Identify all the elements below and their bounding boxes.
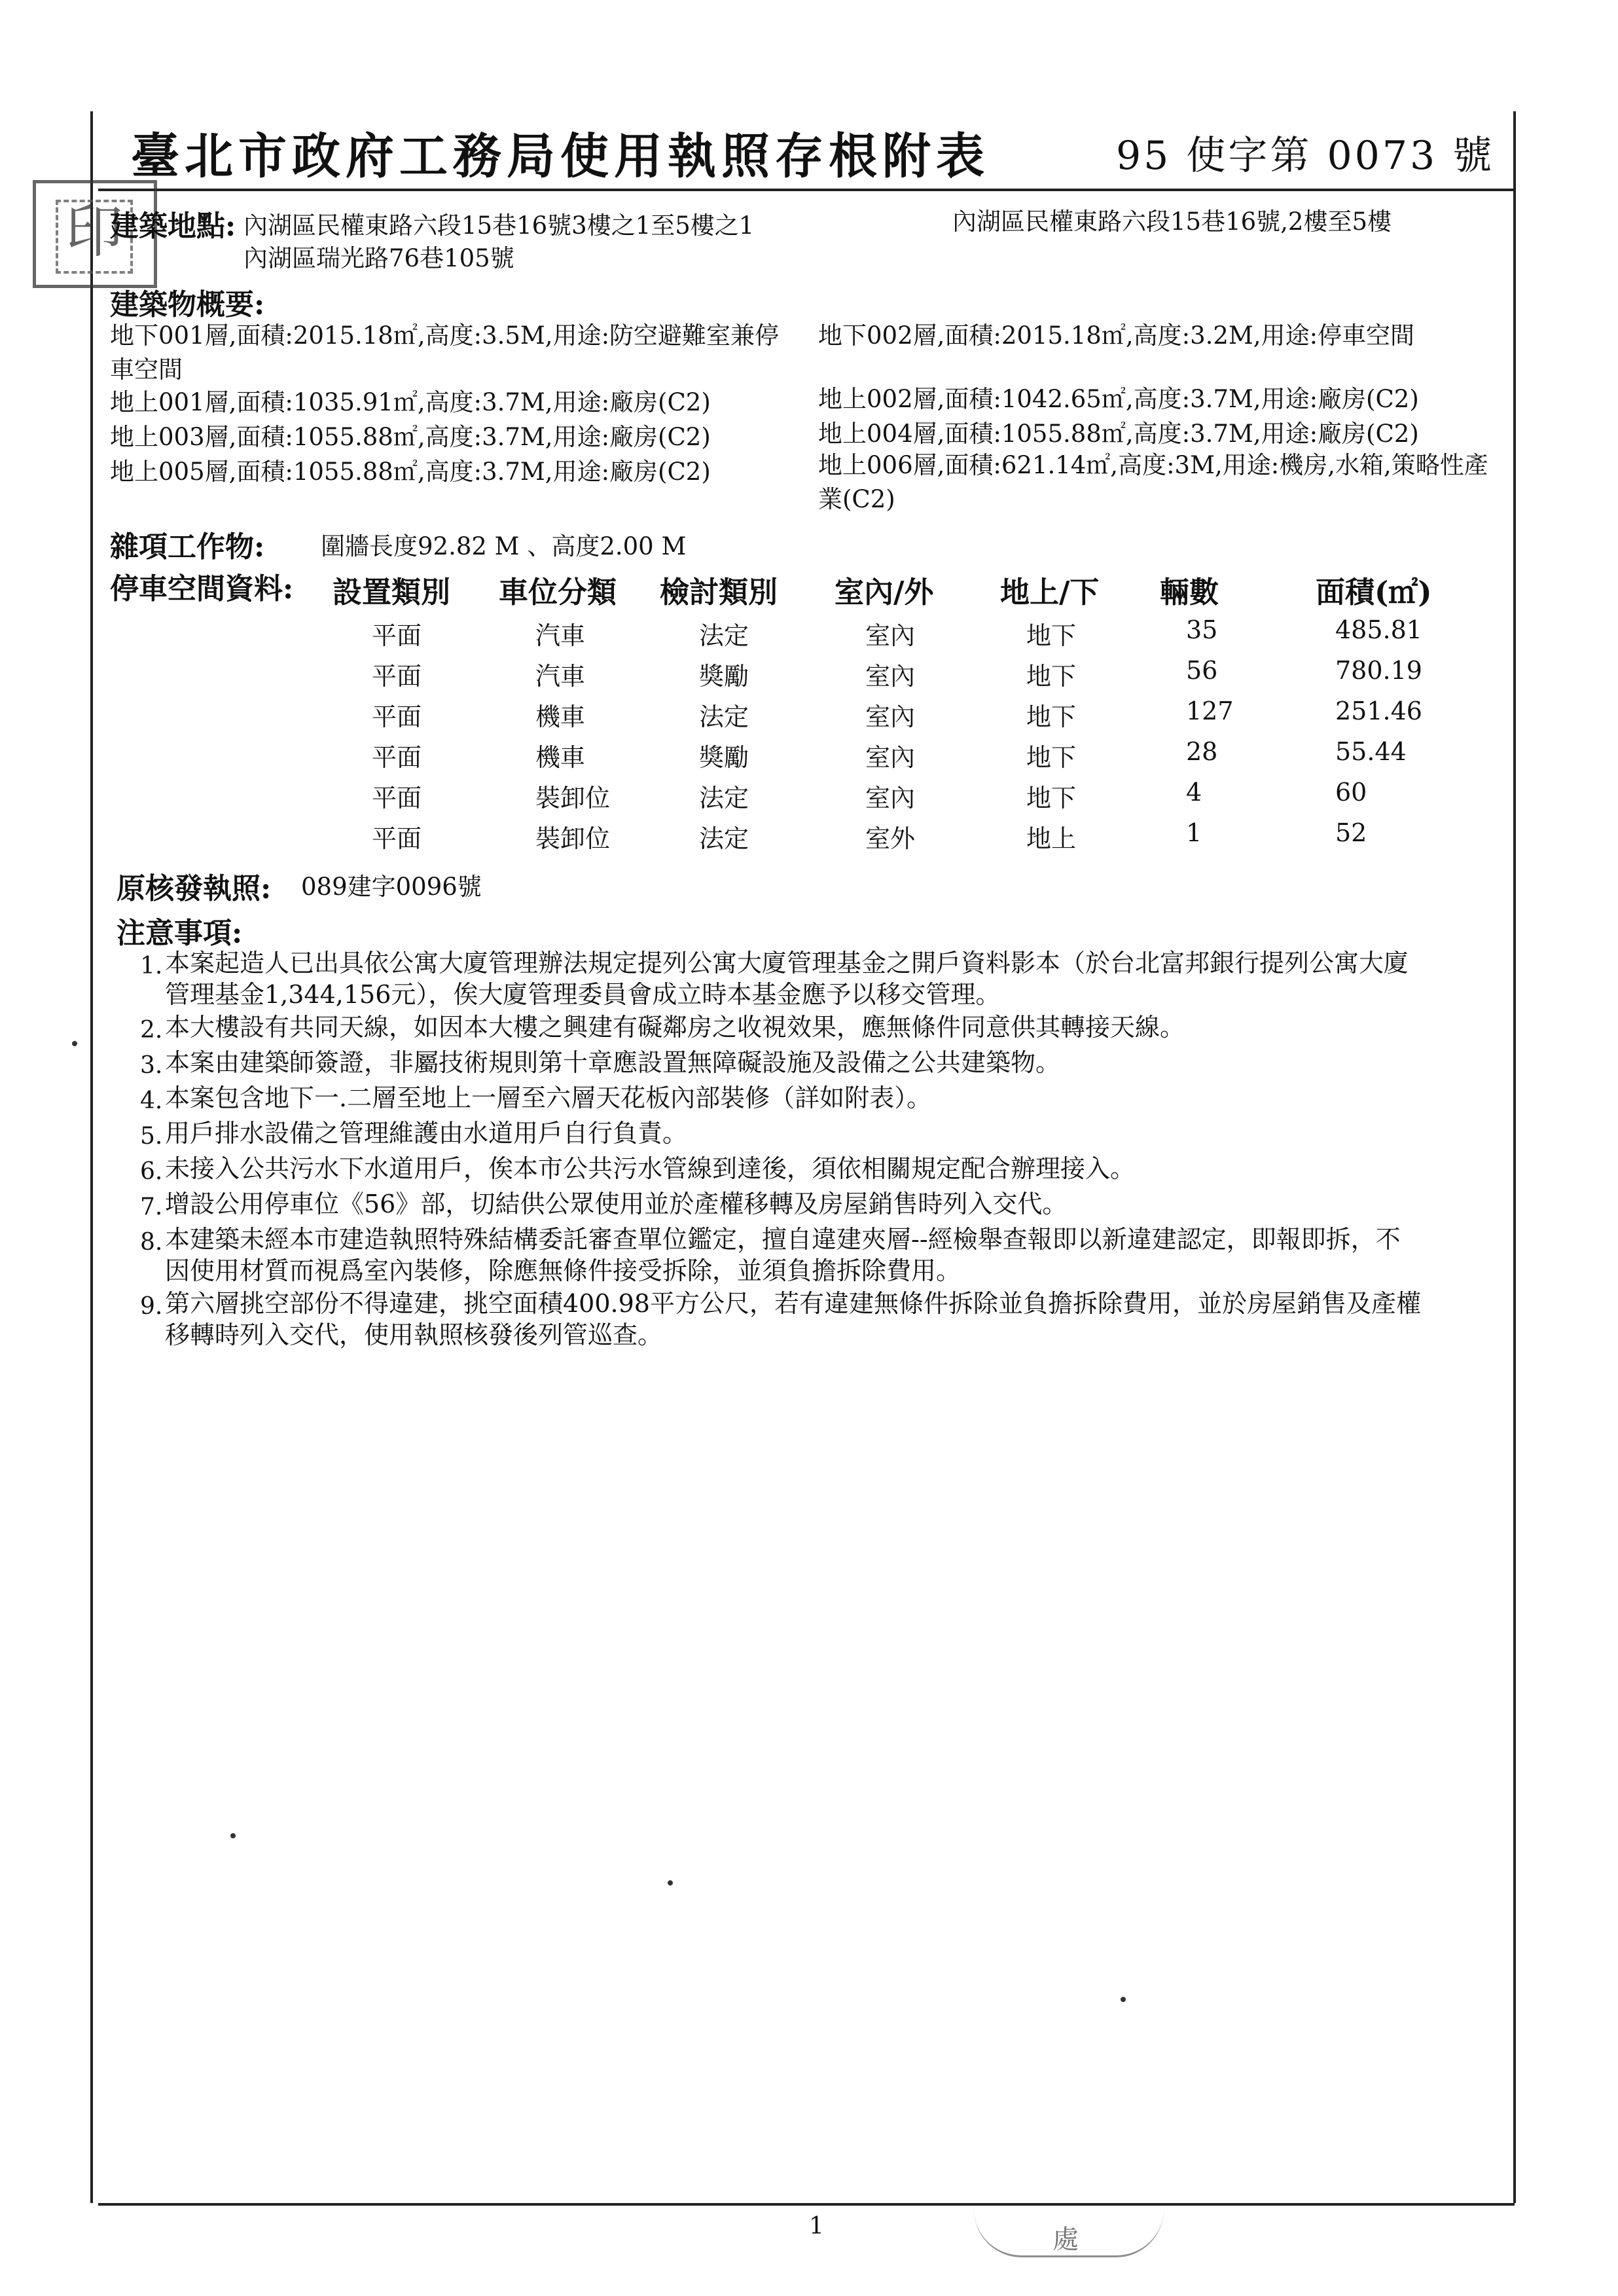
note-number: 8. (140, 1229, 163, 1256)
scan-speck (1121, 1997, 1126, 2002)
note-number: 2. (140, 1017, 163, 1044)
title-underline (98, 189, 1515, 191)
parking-cell: 4 (1186, 778, 1202, 807)
note-number: 3. (140, 1052, 163, 1079)
parking-cell: 127 (1186, 697, 1234, 725)
parking-cell: 法定 (699, 824, 749, 853)
parking-cell: 平面 (372, 662, 422, 691)
note-text: 本案起造人已出具依公寓大廈管理辦法規定提列公寓大廈管理基金之開戶資料影本（於台北富邦銀行提列公寓大廈 (165, 949, 1409, 977)
parking-cell: 汽車 (535, 662, 586, 691)
parking-cell: 機車 (535, 702, 586, 731)
parking-cell: 地下 (1026, 662, 1077, 691)
parking-cell: 28 (1186, 737, 1218, 766)
note-text: 本案包含地下一.二層至地上一層至六層天花板內部裝修（詳如附表）。 (165, 1084, 932, 1112)
parking-cell: 平面 (372, 784, 422, 812)
document-title: 臺北市政府工務局使用執照存根附表 (131, 128, 990, 185)
floor-2: 地上002層,面積:1042.65㎡,高度:3.7M,用途:廠房(C2) (818, 385, 1419, 413)
parking-cell: 室內 (865, 784, 916, 812)
misc-value: 圍牆長度92.82 M 、高度2.00 M (321, 532, 687, 560)
parking-cell: 1 (1186, 818, 1202, 847)
parking-header-review: 檢討類別 (660, 575, 778, 610)
parking-header-level: 地上/下 (1000, 575, 1100, 610)
parking-header-class: 車位分類 (499, 575, 617, 610)
parking-cell: 平面 (372, 702, 422, 731)
note-text: 用戶排水設備之管理維護由水道用戶自行負責。 (165, 1119, 688, 1148)
note-number: 1. (140, 953, 163, 979)
parking-cell: 裝卸位 (535, 784, 611, 812)
parking-cell: 法定 (699, 702, 749, 731)
notes-label: 注意事項: (117, 917, 243, 950)
parking-header-count: 輛數 (1160, 575, 1219, 610)
floor-3: 地上003層,面積:1055.88㎡,高度:3.7M,用途:廠房(C2) (110, 423, 711, 451)
parking-cell: 地下 (1026, 621, 1077, 650)
parking-cell: 裝卸位 (535, 824, 611, 853)
note-number: 9. (140, 1293, 163, 1320)
note-text: 第六層挑空部份不得違建，挑空面積400.98平方公尺，若有違建無條件拆除並負擔拆除費用，並於房屋銷售及產權 (165, 1289, 1421, 1318)
parking-cell: 室內 (865, 702, 916, 731)
note-text: 因使用材質而視爲室內裝修，除應無條件接受拆除，並須負擔拆除費用。 (165, 1256, 962, 1285)
address-label: 建築地點: (110, 210, 236, 243)
note-number: 4. (140, 1087, 163, 1114)
parking-cell: 汽車 (535, 621, 586, 650)
parking-cell: 平面 (372, 743, 422, 772)
parking-cell: 獎勵 (699, 662, 749, 691)
floor-4: 地上004層,面積:1055.88㎡,高度:3.7M,用途:廠房(C2) (818, 420, 1419, 448)
parking-cell: 室內 (865, 621, 916, 650)
official-stamp: 印 (33, 180, 157, 288)
note-text: 本建築未經本市建造執照特殊結構委託審查單位鑑定，擅自違建夾層--經檢舉查報即以新違建認定，即報即拆，不 (165, 1225, 1401, 1254)
parking-cell: 地下 (1026, 702, 1077, 731)
note-number: 6. (140, 1158, 163, 1185)
parking-cell: 機車 (535, 743, 586, 772)
original-license-label: 原核發執照: (117, 872, 272, 905)
parking-cell: 780.19 (1335, 656, 1422, 685)
parking-cell: 60 (1335, 778, 1367, 807)
parking-cell: 251.46 (1335, 697, 1422, 725)
page-number: 1 (809, 2213, 824, 2240)
address-line-2: 內湖區民權東路六段15巷16號,2樓至5樓 (952, 208, 1392, 236)
frame-right-border (1513, 111, 1516, 2203)
address-line-3: 內湖區瑞光路76巷105號 (243, 244, 514, 272)
scan-speck (668, 1880, 673, 1886)
building-label: 建築物概要: (110, 288, 265, 321)
note-text: 移轉時列入交代，使用執照核發後列管巡查。 (165, 1321, 663, 1349)
scan-speck (72, 1041, 77, 1046)
note-text: 增設公用停車位《56》部，切結供公眾使用並於產權移轉及房屋銷售時列入交代。 (165, 1190, 1068, 1218)
note-number: 7. (140, 1194, 163, 1220)
frame-bottom-border (98, 2203, 1515, 2206)
floor-b1: 地下001層,面積:2015.18㎡,高度:3.5M,用途:防空避難室兼停 (110, 321, 780, 350)
parking-cell: 平面 (372, 621, 422, 650)
misc-label: 雜項工作物: (110, 530, 265, 564)
parking-cell: 室外 (865, 824, 916, 853)
note-number: 5. (140, 1123, 163, 1150)
parking-header-inout: 室內/外 (835, 575, 934, 610)
parking-cell: 56 (1186, 656, 1218, 685)
parking-cell: 室內 (865, 662, 916, 691)
scan-speck (230, 1833, 236, 1838)
original-license-value: 089建字0096號 (301, 873, 482, 901)
parking-header-area: 面積(㎡) (1316, 575, 1432, 610)
parking-cell: 地上 (1026, 824, 1077, 853)
parking-cell: 地下 (1026, 743, 1077, 772)
parking-cell: 法定 (699, 784, 749, 812)
floor-5: 地上005層,面積:1055.88㎡,高度:3.7M,用途:廠房(C2) (110, 458, 711, 486)
frame-left-border (90, 111, 93, 2203)
parking-label: 停車空間資料: (110, 572, 294, 606)
floor-b1-cont: 車空間 (110, 355, 183, 384)
parking-cell: 獎勵 (699, 743, 749, 772)
floor-6-cont: 業(C2) (818, 485, 895, 513)
parking-cell: 485.81 (1335, 615, 1422, 644)
parking-cell: 室內 (865, 743, 916, 772)
note-text: 管理基金1,344,156元），俟大廈管理委員會成立時本基金應予以移交管理。 (165, 980, 1001, 1009)
permit-number: 95 使字第 0073 號 (1116, 133, 1495, 179)
parking-cell: 55.44 (1335, 737, 1407, 766)
floor-b2: 地下002層,面積:2015.18㎡,高度:3.2M,用途:停車空間 (818, 321, 1415, 350)
note-text: 本大樓設有共同天線，如因本大樓之興建有礙鄰房之收視效果，應無條件同意供其轉接天線。 (165, 1013, 1185, 1042)
parking-cell: 法定 (699, 621, 749, 650)
floor-6: 地上006層,面積:621.14㎡,高度:3M,用途:機房,水箱,策略性產 (818, 451, 1488, 479)
note-text: 未接入公共污水下水道用戶，俟本市公共污水管線到達後，須依相關規定配合辦理接入。 (165, 1154, 1136, 1183)
parking-cell: 35 (1186, 615, 1218, 644)
seal-stamp (974, 2210, 1164, 2257)
parking-cell: 52 (1335, 818, 1367, 847)
parking-cell: 平面 (372, 824, 422, 853)
floor-1: 地上001層,面積:1035.91㎡,高度:3.7M,用途:廠房(C2) (110, 388, 711, 416)
address-line-1: 內湖區民權東路六段15巷16號3樓之1至5樓之1 (243, 211, 755, 240)
seal-text: 處 (1052, 2225, 1079, 2255)
note-text: 本案由建築師簽證，非屬技術規則第十章應設置無障礙設施及設備之公共建築物。 (165, 1048, 1061, 1077)
parking-cell: 地下 (1026, 784, 1077, 812)
parking-header-type: 設置類別 (333, 575, 451, 610)
